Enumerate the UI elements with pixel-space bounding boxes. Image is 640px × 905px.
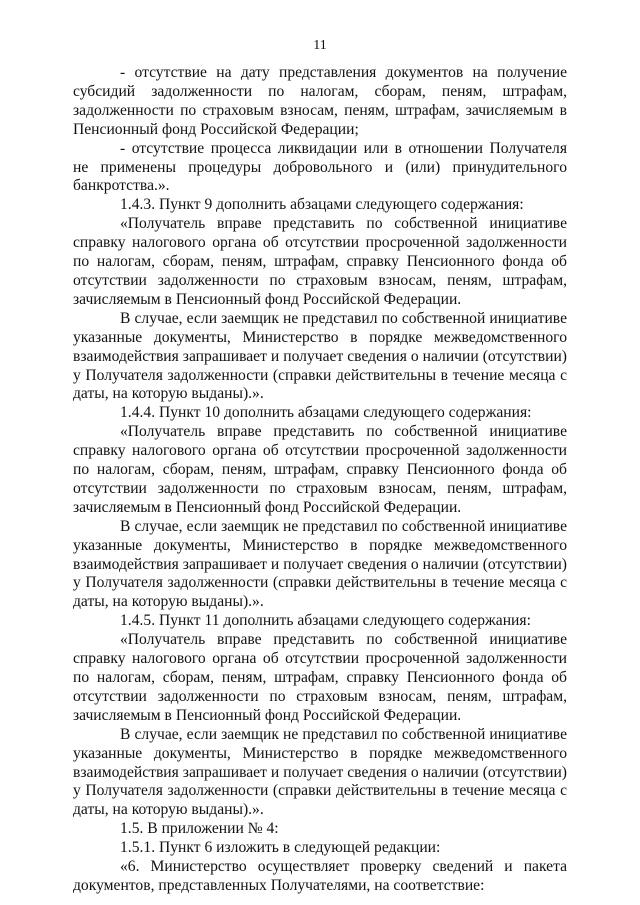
paragraph-interagency-request-3: В случае, если заемщик не представил по собственной инициативе указанные документы, Министерство в порядке межведомственного взаимодействия запрашивает и получает сведения о наличии (отсутствии) у Получателя задолженности (справки действительны в течение месяца с даты, на которую выданы).». [73, 725, 567, 819]
paragraph-item-1-4-4: 1.4.4. Пункт 10 дополнить абзацами следующего содержания: [120, 404, 532, 422]
paragraph-no-tax-debt: - отсутствие на дату представления документов на получение субсидий задолженности по налогам, сборам, пеням, штрафам, задолженности по страховым взносам, пеням, штрафам, зачисляемым в Пенсионный фонд Российской Федерации; [73, 64, 567, 138]
paragraph-item-1-5-1: 1.5.1. Пункт 6 изложить в следующей редакции: [120, 839, 441, 857]
paragraph-item-1-5: 1.5. В приложении № 4: [120, 820, 279, 838]
paragraph-interagency-request-2: В случае, если заемщик не представил по собственной инициативе указанные документы, Министерство в порядке межведомственного взаимодействия запрашивает и получает сведения о наличии (отсутствии) у Получателя задолженности (справки действительны в течение месяца с даты, на которую выданы).». [73, 517, 567, 611]
paragraph-no-liquidation: - отсутствие процесса ликвидации или в отношении Получателя не применены процедуры добровольного и (или) принудительного банкротства.». [73, 139, 567, 195]
paragraph-recipient-right-2: «Получатель вправе представить по собственной инициативе справку налогового органа об отсутствии просроченной задолженности по налогам, сборам, пеням, штрафам, справку Пенсионного фонда об отсутствии задолженности по страховым взносам, пеням, штрафам, зачисляемым в Пенсионный фонд Российской Федерации. [73, 423, 567, 516]
paragraph-recipient-right-3: «Получатель вправе представить по собственной инициативе справку налогового органа об отсутствии просроченной задолженности по налогам, сборам, пеням, штрафам, справку Пенсионного фонда об отсутствии задолженности по страховым взносам, пеням, штрафам, зачисляемым в Пенсионный фонд Российской Федерации. [73, 631, 567, 724]
paragraph-interagency-request-1: В случае, если заемщик не представил по собственной инициативе указанные документы, Министерство в порядке межведомственного взаимодействия запрашивает и получает сведения о наличии (отсутствии) у Получателя задолженности (справки действительны в течение месяца с даты, на которую выданы).». [73, 309, 567, 403]
paragraph-recipient-right-1: «Получатель вправе представить по собственной инициативе справку налогового органа об отсутствии просроченной задолженности по налогам, сборам, пеням, штрафам, справку Пенсионного фонда об отсутствии задолженности по страховым взносам, пеням, штрафам, зачисляемым в Пенсионный фонд Российской Федерации. [73, 215, 567, 308]
paragraph-item-1-4-5: 1.4.5. Пункт 11 дополнить абзацами следующего содержания: [120, 612, 531, 630]
paragraph-item-6-ministry-check: «6. Министерство осуществляет проверку сведений и пакета документов, представленных Получателями, на соответствие: [73, 858, 567, 894]
document-body [73, 64, 567, 896]
paragraph-item-1-4-3: 1.4.3. Пункт 9 дополнить абзацами следующего содержания: [120, 196, 524, 214]
page-number: 11 [313, 38, 327, 53]
